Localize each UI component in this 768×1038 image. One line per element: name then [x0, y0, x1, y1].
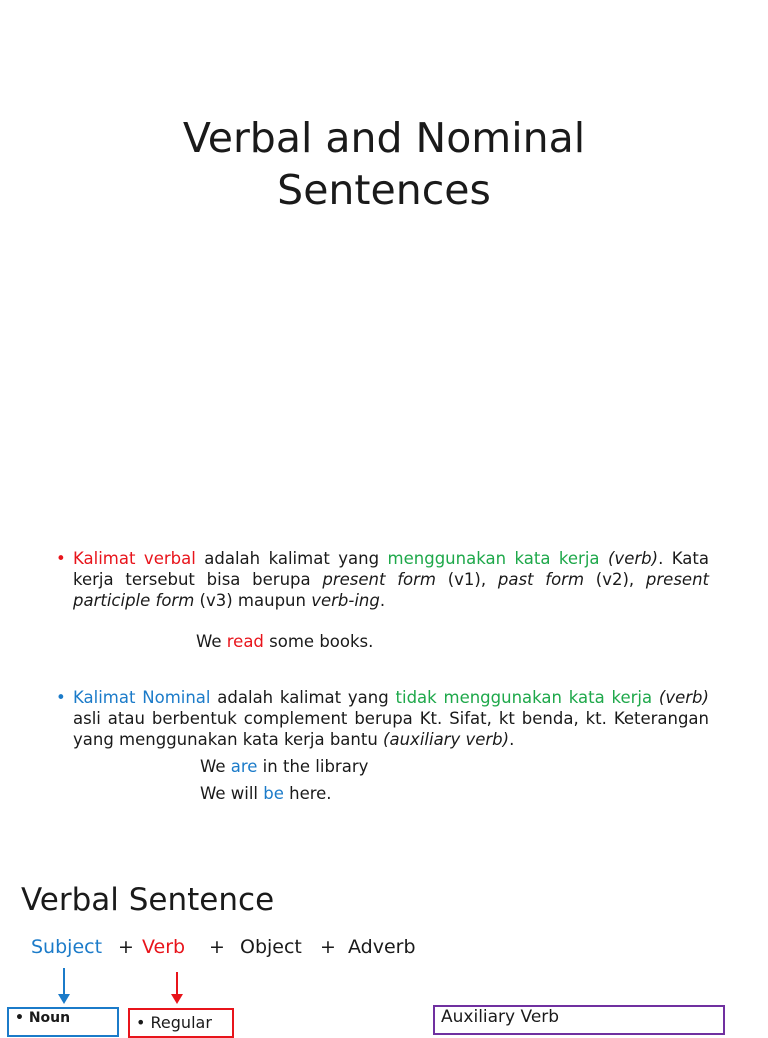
term-kalimat-verbal: Kalimat verbal	[73, 549, 196, 568]
text: (v3) maupun	[194, 591, 312, 610]
text: asli atau berbentuk complement berupa Kt. Sifat, kt benda, kt. Keterangan yang menggunakan kata kerja bantu	[73, 709, 709, 749]
arrow-subject-line	[63, 968, 65, 995]
example-text: here.	[283, 784, 332, 803]
title-line-1: Verbal and Nominal	[182, 114, 586, 162]
formula-plus: +	[209, 936, 225, 958]
verb-italic: (verb)	[608, 549, 659, 568]
present-participle-form: present participle form	[73, 570, 710, 610]
present-form: present form	[322, 570, 436, 589]
text: (v2),	[584, 570, 646, 589]
example-text: in the library	[257, 757, 369, 776]
verb-ing: verb-ing	[311, 591, 380, 610]
bullet-nominal	[56, 687, 709, 750]
arrow-verb-head-icon	[171, 994, 183, 1004]
text: . Kata kerja tersebut bisa berupa	[73, 549, 709, 589]
formula-plus: +	[118, 936, 134, 958]
example-nominal-2	[200, 783, 332, 804]
text: (v1),	[435, 570, 498, 589]
example-verb: are	[230, 757, 258, 776]
section-title-verbal-sentence: Verbal Sentence	[21, 882, 275, 918]
slide-title	[0, 112, 768, 216]
formula-object: Object	[240, 936, 302, 958]
text	[600, 549, 608, 568]
arrow-verb-line	[176, 972, 178, 996]
bullet-dot: •	[56, 688, 66, 707]
highlight-tidak-menggunakan-kata-kerja: tidak menggunakan kata kerja	[395, 688, 653, 707]
verb-box-item: • Regular	[136, 1013, 212, 1032]
arrow-subject-head-icon	[58, 994, 70, 1004]
auxiliary-verb-italic: (auxiliary verb)	[383, 730, 510, 749]
auxiliary-verb-label: Auxiliary Verb	[441, 1007, 560, 1027]
bullet-dot: •	[56, 549, 66, 568]
title-line-2: Sentences	[277, 166, 491, 214]
past-form: past form	[497, 570, 585, 589]
text: .	[509, 730, 515, 749]
example-text: We	[196, 632, 227, 651]
text	[652, 688, 659, 707]
text: adalah kalimat yang	[195, 549, 388, 568]
text: adalah kalimat yang	[210, 688, 396, 707]
formula-subject: Subject	[31, 936, 103, 958]
example-text: some books.	[263, 632, 374, 651]
example-verbal	[196, 631, 373, 652]
highlight-menggunakan-kata-kerja: menggunakan kata kerja	[387, 549, 600, 568]
text: .	[379, 591, 386, 610]
verb-italic: (verb)	[658, 688, 709, 707]
subject-types-box	[7, 1007, 119, 1037]
verb-types-box	[128, 1008, 234, 1038]
formula-plus: +	[320, 936, 336, 958]
example-text: We	[200, 757, 231, 776]
formula-adverb: Adverb	[348, 936, 416, 958]
auxiliary-verb-box	[433, 1005, 725, 1035]
term-kalimat-nominal: Kalimat Nominal	[73, 688, 211, 707]
example-verb: be	[263, 784, 284, 803]
example-nominal-1	[200, 756, 368, 777]
example-text: We will	[200, 784, 264, 803]
example-verb: read	[226, 632, 264, 651]
subject-box-item: • Noun	[15, 1010, 71, 1026]
bullet-verbal	[56, 548, 710, 611]
formula-verb: Verb	[142, 936, 186, 958]
